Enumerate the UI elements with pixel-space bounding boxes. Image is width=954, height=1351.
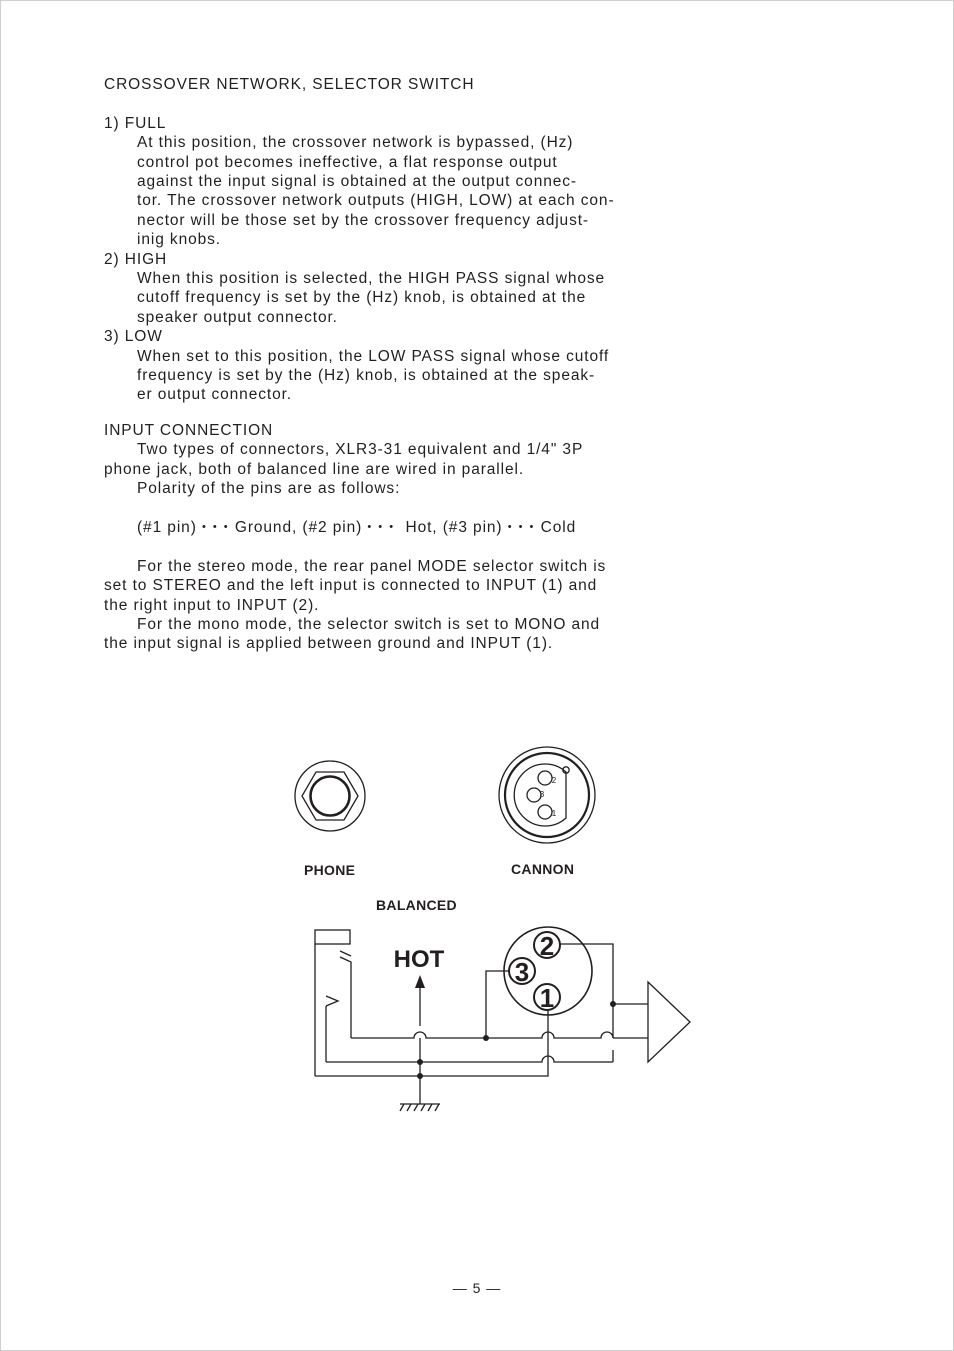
- amplifier-triangle-icon: [648, 982, 690, 1062]
- item1-line: control pot becomes ineffective, a flat response output: [137, 153, 558, 171]
- phone-jack-icon: [295, 761, 365, 831]
- junction-dot: [417, 1073, 423, 1079]
- item1-line: tor. The crossover network outputs (HIGH, LOW) at each con-: [137, 192, 615, 210]
- dots: • • •: [367, 521, 396, 533]
- small-pin-2: 2: [551, 776, 557, 785]
- item3-line: er output connector.: [137, 386, 293, 404]
- para-line: Two types of connectors, XLR3-31 equivalent and 1/4" 3P: [137, 441, 584, 459]
- para-line: the input signal is applied between ground and INPUT (1).: [104, 635, 554, 653]
- arrow-head-icon: [415, 975, 425, 988]
- page-number: — 5 —: [452, 1280, 502, 1296]
- big-pin-3: 3: [514, 957, 530, 987]
- junction-dot: [483, 1035, 489, 1041]
- item1-line: inig knobs.: [137, 231, 222, 249]
- big-pin-1: 1: [539, 983, 555, 1013]
- dots: • • •: [201, 521, 230, 533]
- item1-line: At this position, the crossover network is bypassed, (Hz): [137, 134, 574, 152]
- item3-label: 3) LOW: [104, 328, 163, 346]
- pin1: (#1 pin): [137, 519, 197, 536]
- para-line: phone jack, both of balanced line are wired in parallel.: [104, 460, 525, 478]
- item1-label: 1) FULL: [104, 114, 167, 132]
- para-line: For the mono mode, the selector switch is set to MONO and: [137, 616, 601, 633]
- para-line: the right input to INPUT (2).: [104, 596, 320, 614]
- para-line: For the stereo mode, the rear panel MODE selector switch is: [137, 557, 607, 575]
- para-line: Polarity of the pins are as follows:: [137, 480, 401, 498]
- junction-dot: [610, 1001, 616, 1007]
- small-pin-3: 3: [539, 790, 545, 799]
- pin3-name: Cold: [540, 519, 577, 536]
- phone-label: PHONE: [304, 862, 356, 878]
- item2-line: cutoff frequency is set by the (Hz) knob, is obtained at the: [137, 289, 587, 307]
- pin2-name: Hot,: [405, 519, 438, 536]
- cannon-connector-icon: [499, 747, 595, 843]
- cannon-label: CANNON: [511, 861, 575, 877]
- wiring: [315, 944, 690, 1111]
- heading-input: INPUT CONNECTION: [104, 422, 274, 439]
- small-pin-1: 1: [551, 809, 557, 818]
- item3-line: When set to this position, the LOW PASS signal whose cutoff: [137, 347, 610, 365]
- item3-line: frequency is set by the (Hz) knob, is obtained at the speak-: [137, 367, 596, 384]
- heading-crossover: CROSSOVER NETWORK, SELECTOR SWITCH: [104, 76, 475, 93]
- item2-label: 2) HIGH: [104, 250, 168, 268]
- junction-dots: [415, 975, 616, 1079]
- junction-dot: [417, 1059, 423, 1065]
- item2-line: When this position is selected, the HIGH PASS signal whose: [137, 270, 606, 287]
- item2-line: speaker output connector.: [137, 308, 338, 326]
- item1-line: against the input signal is obtained at the output connec-: [137, 173, 577, 190]
- dots: • • •: [507, 521, 536, 533]
- pin2: (#2 pin): [302, 519, 363, 536]
- pin3: (#3 pin): [442, 519, 503, 536]
- phone-jack-schematic: [315, 930, 351, 1076]
- item1-line: nector will be those set by the crossover frequency adjust-: [137, 211, 589, 229]
- balanced-label: BALANCED: [376, 897, 457, 913]
- pin1-name: Ground,: [234, 519, 298, 536]
- para-line: set to STEREO and the left input is connected to INPUT (1) and: [104, 577, 598, 595]
- big-pin-2: 2: [539, 931, 555, 961]
- hot-label: HOT: [393, 946, 445, 973]
